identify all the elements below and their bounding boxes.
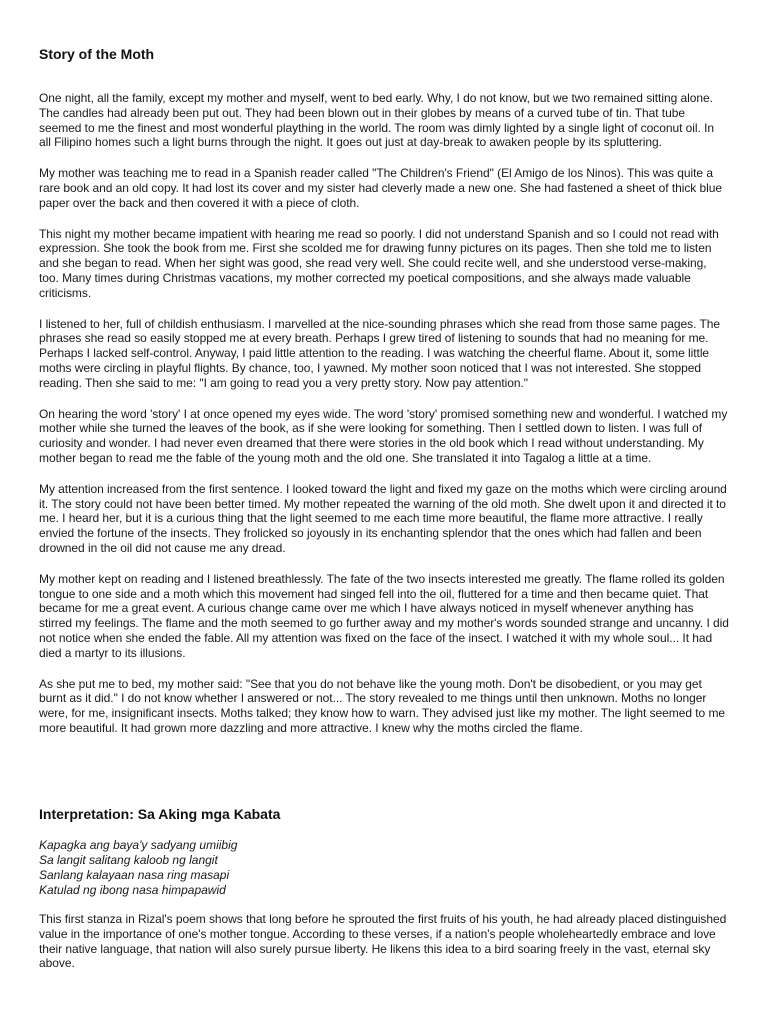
interpretation-title: Interpretation: Sa Aking mga Kabata bbox=[39, 806, 281, 822]
poem-line: Kapagka ang baya'y sadyang umiibig bbox=[39, 838, 238, 852]
story-paragraph: On hearing the word 'story' I at once opened my eyes wide. The word 'story' promised something new and wonderful. I watched my mother while she turned the leaves of the book, as if she were looking for something. Then I settled down to listen. I was full of curiosity and wonder. I had never even dreamed that there were stories in the old book which I read without understanding. My mother began to read me the fable of the young moth and the old one. She translated it into Tagalog a little at a time. bbox=[39, 406, 728, 465]
poem-line: Sanlang kalayaan nasa ring masapi bbox=[39, 868, 230, 882]
story-paragraph: My mother was teaching me to read in a Spanish reader called "The Children's Friend" (El Amigo de los Ninos). This was quite a rare book and an old copy. It had lost its cover and my sister had cleverly made a new one. She had fastened a sheet of thick blue paper over the back and then covered it with a piece of cloth. bbox=[39, 166, 723, 210]
story-title: Story of the Moth bbox=[39, 46, 155, 62]
story-paragraph: As she put me to bed, my mother said: "See that you do not behave like the young moth. Don't be disobedient, or you may get burnt as it did." I do not know whether I answered or not... The story revealed to me things until then unknown. Moths no longer were, for me, insignificant insects. Moths talked; they know how to warn. They advised just like my mother. The light seemed to me more beautiful. It had grown more dazzling and more attractive. I knew why the moths circled the flame. bbox=[39, 676, 726, 735]
story-paragraph: One night, all the family, except my mother and myself, went to bed early. Why, I do not know, but we two remained sitting alone. The candles had already been put out. They had been blown out in their globes by means of a curved tube of tin. That tube seemed to me the finest and most wonderful plaything in the world. The room was dimly lighted by a single light of coconut oil. In all Filipino homes such a light burns through the night. It goes out just at day-break to awaken people by its spluttering. bbox=[39, 91, 714, 150]
interpretation-paragraph: This first stanza in Rizal's poem shows that long before he sprouted the first fruits of his youth, he had already placed distinguished value in the importance of one's mother tongue. According to these verses, if a nation's people wholeheartedly embrace and love their native language, that nation will also surely pursue liberty. He likens this idea to a bird soaring freely in the vast, eternal sky above. bbox=[39, 912, 727, 971]
poem-line: Katulad ng ibong nasa himpapawid bbox=[39, 883, 226, 897]
poem-line: Sa langit salitang kaloob ng langit bbox=[39, 853, 218, 867]
poem-stanza bbox=[39, 838, 729, 898]
story-paragraph: My mother kept on reading and I listened breathlessly. The fate of the two insects interested me greatly. The flame rolled its golden tongue to one side and a moth which this movement had singed fell into the oil, fluttered for a time and then became quiet. That became for me a great event. A curious change came over me which I have always noticed in myself whenever anything has stirred my feelings. The flame and the moth seemed to go further away and my mother's words sounded strange and uncanny. I did not notice when she ended the fable. All my attention was fixed on the face of the insect. I watched it with my whole soul... It had died a martyr to its illusions. bbox=[39, 571, 729, 660]
story-paragraph: My attention increased from the first sentence. I looked toward the light and fixed my gaze on the moths which were circling around it. The story could not have been better timed. My mother repeated the warning of the old moth. She dwelt upon it and directed it to me. I heard her, but it is a curious thing that the light seemed to me each time more beautiful, the flame more attractive. I really envied the fortune of the insects. They frolicked so joyously in its enchanting splendor that the ones which had fallen and been drowned in the oil did not cause me any dread. bbox=[39, 481, 727, 555]
story-paragraph: This night my mother became impatient with hearing me read so poorly. I did not understand Spanish and so I could not read with expression. She took the book from me. First she scolded me for drawing funny pictures on its pages. Then she told me to listen and she began to read. When her sight was good, she read very well. She could recite well, and she understood verse-making, too. Many times during Christmas vacations, my mother corrected my poetical compositions, and she always made valuable criticisms. bbox=[39, 226, 719, 300]
story-paragraph: I listened to her, full of childish enthusiasm. I marvelled at the nice-sounding phrases which she read from those same pages. The phrases she read so easily stopped me at every breath. Perhaps I grew tired of listening to sounds that had no meaning for me. Perhaps I lacked self-control. Anyway, I paid little attention to the reading. I was watching the cheerful flame. About it, some little moths were circling in playful flights. By chance, too, I yawned. My mother soon noticed that I was not interested. She stopped reading. Then she said to me: "I am going to read you a very pretty story. Now pay attention." bbox=[39, 316, 720, 390]
story-body bbox=[39, 91, 729, 752]
interpretation-body bbox=[39, 912, 729, 987]
